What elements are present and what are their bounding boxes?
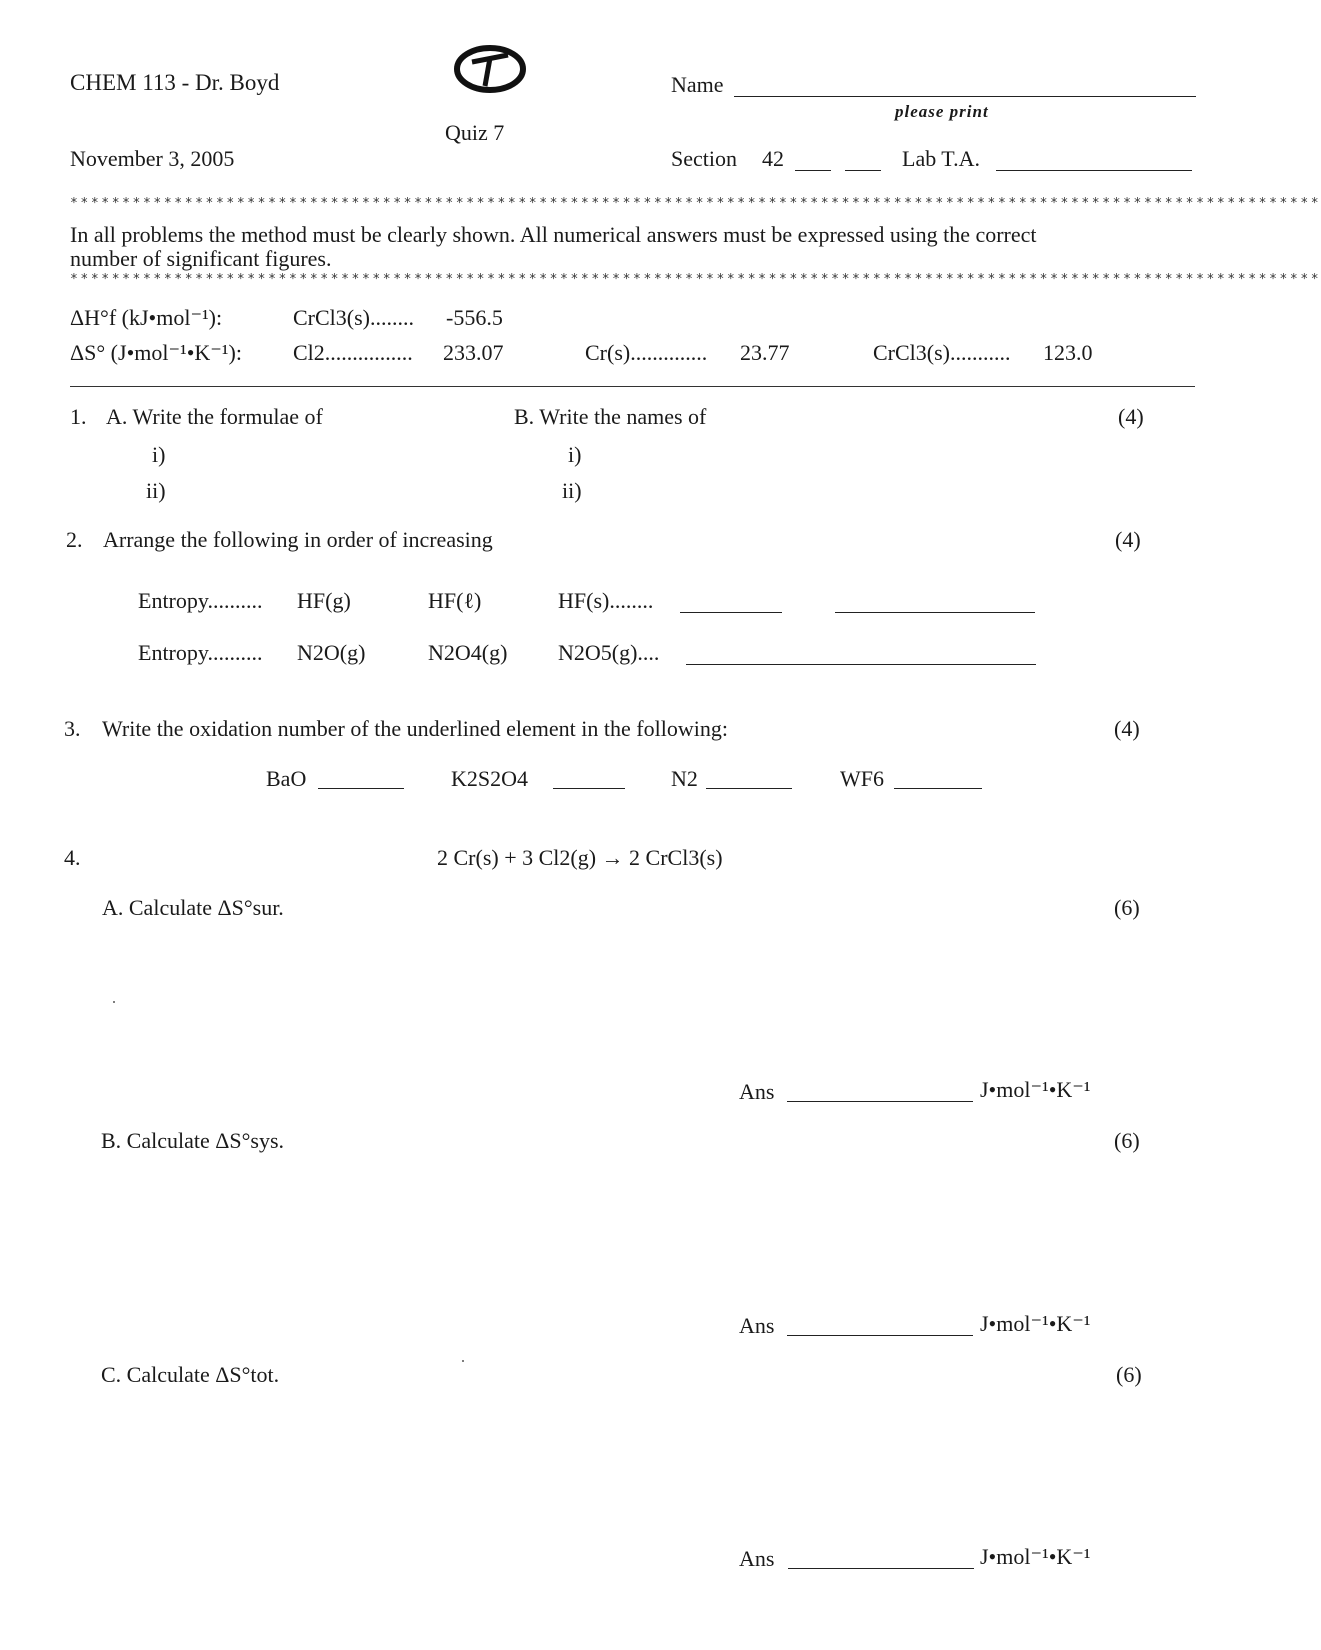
circled-t-logo xyxy=(452,42,528,94)
q3-item-n2: N2 xyxy=(671,766,698,791)
q3-marks: (4) xyxy=(1114,716,1140,741)
q2-row2-a: N2O(g) xyxy=(297,640,366,665)
q3-item-bao: BaO xyxy=(266,766,307,791)
q4a-marks: (6) xyxy=(1114,895,1140,920)
q2-row1-answer-line-1[interactable] xyxy=(680,612,782,613)
quiz-date: November 3, 2005 xyxy=(70,146,235,171)
ds-label: ΔS° (J•mol⁻¹•K⁻¹): xyxy=(70,340,242,365)
q2-row1-b: HF(ℓ) xyxy=(428,588,482,613)
q2-row2-label: Entropy.......... xyxy=(138,640,263,665)
section-number: 42 xyxy=(762,146,784,171)
q2-row2-c: N2O5(g).... xyxy=(558,640,660,665)
stray-mark xyxy=(113,1001,115,1003)
dhf-species: CrCl3(s)........ xyxy=(293,305,414,330)
crcl3-label: CrCl3(s)........... xyxy=(873,340,1011,365)
q2-row1-answer-line-2[interactable] xyxy=(835,612,1035,613)
q3-text: Write the oxidation number of the underlined element in the following: xyxy=(102,716,728,741)
q4b-units: J•mol⁻¹•K⁻¹ xyxy=(980,1311,1091,1336)
asterisk-rule-bottom: ************************************************************************************************************************ xyxy=(70,272,1321,287)
q1-part-b: B. Write the names of xyxy=(514,404,707,429)
q3-answer-line-4[interactable] xyxy=(894,788,982,789)
q1-b-i: i) xyxy=(568,442,582,467)
q1-b-ii: ii) xyxy=(562,478,582,503)
q3-item-wf6: WF6 xyxy=(840,766,884,791)
section-field-line-2[interactable] xyxy=(845,170,881,171)
q4a-answer-line[interactable] xyxy=(787,1101,973,1102)
q4b-answer-line[interactable] xyxy=(787,1335,973,1336)
section-field-line-1[interactable] xyxy=(795,170,831,171)
q4a-ans-label: Ans xyxy=(739,1079,775,1104)
dhf-value: -556.5 xyxy=(446,305,503,330)
q2-row1-a: HF(g) xyxy=(297,588,351,613)
q4b-marks: (6) xyxy=(1114,1128,1140,1153)
q2-row1-label: Entropy.......... xyxy=(138,588,263,613)
q2-row2-answer-line[interactable] xyxy=(686,664,1036,665)
q1-part-a: A. Write the formulae of xyxy=(106,404,323,429)
q3-answer-line-2[interactable] xyxy=(553,788,625,789)
q4c-answer-line[interactable] xyxy=(788,1568,974,1569)
dhf-label: ΔH°f (kJ•mol⁻¹): xyxy=(70,305,223,330)
q4c-text: C. Calculate ΔS°tot. xyxy=(101,1362,280,1387)
instructions-line-2: number of significant figures. xyxy=(70,246,332,271)
q4-equation: 2 Cr(s) + 3 Cl2(g) → 2 CrCl3(s) xyxy=(437,845,723,870)
q2-row2-b: N2O4(g) xyxy=(428,640,508,665)
q4b-ans-label: Ans xyxy=(739,1313,775,1338)
q4b-text: B. Calculate ΔS°sys. xyxy=(101,1128,285,1153)
quiz-title: Quiz 7 xyxy=(445,120,505,145)
name-label: Name xyxy=(671,72,724,97)
q4c-marks: (6) xyxy=(1116,1362,1142,1387)
lab-ta-label: Lab T.A. xyxy=(902,146,980,171)
cr-value: 23.77 xyxy=(740,340,790,365)
q4c-units: J•mol⁻¹•K⁻¹ xyxy=(980,1544,1091,1569)
cr-label: Cr(s).............. xyxy=(585,340,708,365)
q3-answer-line-1[interactable] xyxy=(318,788,404,789)
course-title: CHEM 113 - Dr. Boyd xyxy=(70,70,280,95)
asterisk-rule-top: ************************************************************************************************************************ xyxy=(70,196,1321,211)
instructions: In all problems the method must be clearly shown. All numerical answers must be expressed using the correct xyxy=(70,222,1037,247)
q4a-text: A. Calculate ΔS°sur. xyxy=(102,895,284,920)
q4-number: 4. xyxy=(64,845,81,870)
name-field-line[interactable] xyxy=(734,96,1196,97)
q2-number: 2. xyxy=(66,527,83,552)
q1-a-i: i) xyxy=(152,442,166,467)
q3-item-k2s2o4: K2S2O4 xyxy=(451,766,529,791)
q1-a-ii: ii) xyxy=(146,478,166,503)
lab-ta-field-line[interactable] xyxy=(996,170,1192,171)
stray-mark-2 xyxy=(462,1360,464,1362)
cl2-value: 233.07 xyxy=(443,340,504,365)
section-label: Section xyxy=(671,146,737,171)
crcl3-value: 123.0 xyxy=(1043,340,1093,365)
please-print-hint: please print xyxy=(895,102,989,121)
q4a-units: J•mol⁻¹•K⁻¹ xyxy=(980,1077,1091,1102)
q1-marks: (4) xyxy=(1118,404,1144,429)
cl2-label: Cl2................ xyxy=(293,340,413,365)
section-divider xyxy=(70,386,1195,387)
q4c-ans-label: Ans xyxy=(739,1546,775,1571)
q1-number: 1. xyxy=(70,404,87,429)
q2-row1-c: HF(s)........ xyxy=(558,588,654,613)
q3-number: 3. xyxy=(64,716,81,741)
q3-answer-line-3[interactable] xyxy=(706,788,792,789)
q2-marks: (4) xyxy=(1115,527,1141,552)
q2-text: Arrange the following in order of increasing xyxy=(103,527,493,552)
